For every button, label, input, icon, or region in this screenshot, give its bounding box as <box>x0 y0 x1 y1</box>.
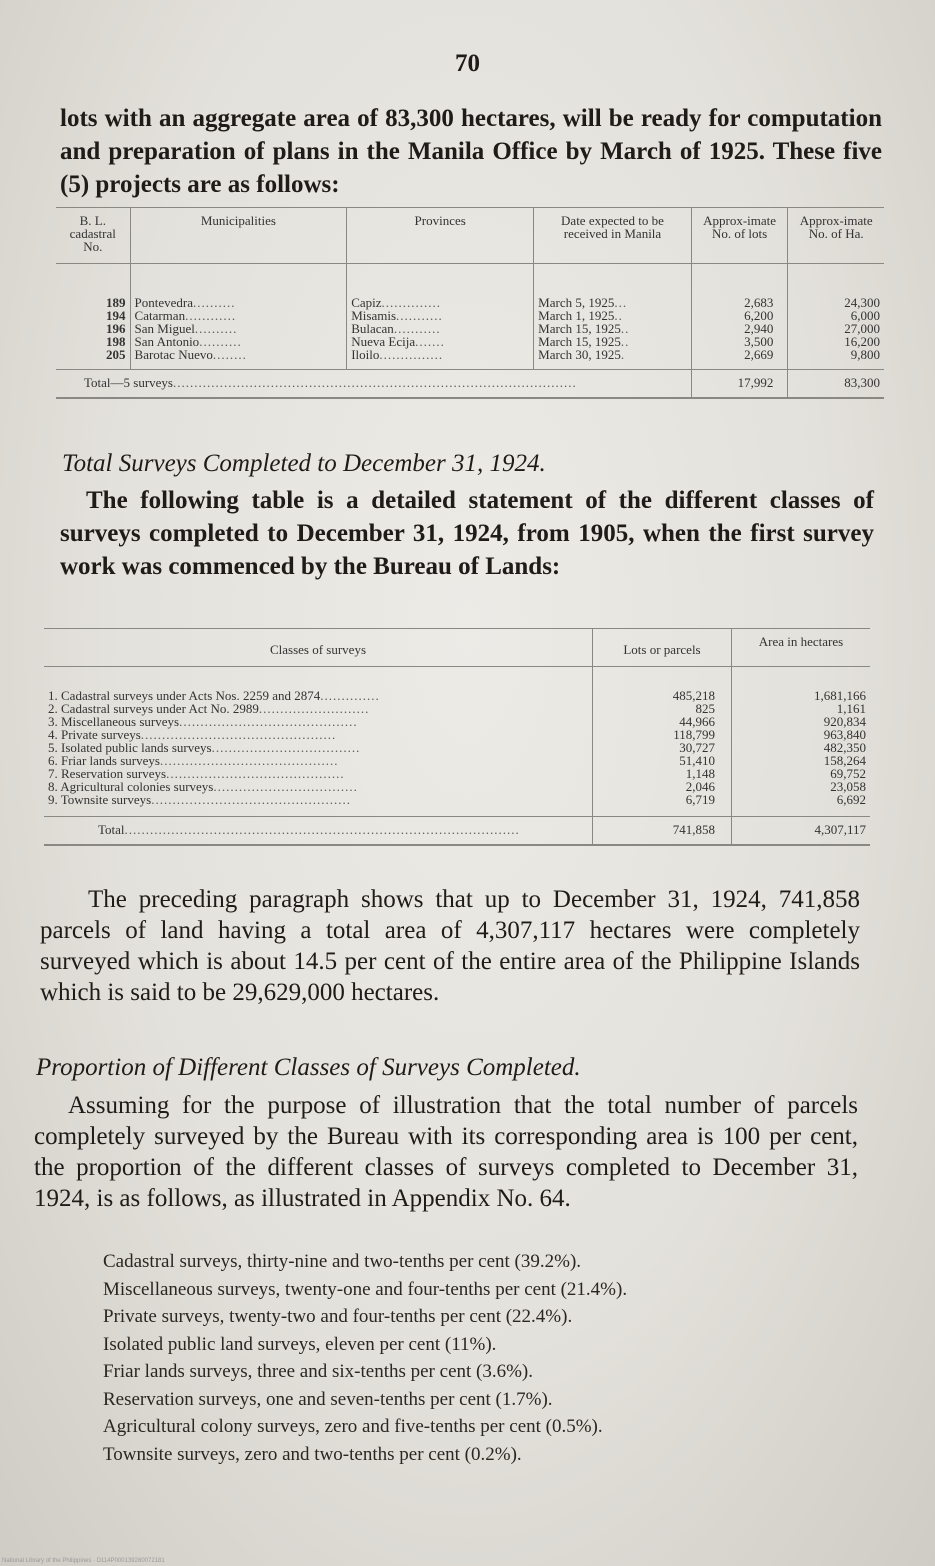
col-header-municipalities: Municipalities <box>130 208 347 264</box>
municipality: San Miguel <box>134 321 195 336</box>
municipality: San Antonio <box>134 334 200 349</box>
lots-value: 2,683 <box>744 295 774 310</box>
list-item: Friar lands surveys, three and six-tenths per cent (3.6%). <box>103 1361 534 1382</box>
lots-value: 6,719 <box>685 792 715 807</box>
list-item: Reservation surveys, one and seven-tenths per cent (1.7%). <box>103 1388 553 1410</box>
bl-no: 196 <box>106 321 126 336</box>
lots-value: 2,940 <box>744 321 774 336</box>
lots-value: 825 <box>695 701 715 716</box>
col-header-lots-parcels: Lots or parcels <box>593 629 732 667</box>
classes-table <box>44 628 870 846</box>
area-value: 69,752 <box>830 766 866 781</box>
bl-no: 189 <box>106 295 126 310</box>
lots-value: 30,727 <box>679 740 715 755</box>
projects-table <box>56 207 884 399</box>
list-item: Miscellaneous surveys, twenty-one and four-tenths per cent (21.4%). <box>103 1278 628 1300</box>
section-heading-proportion: Proportion of Different Classes of Surveys Completed. <box>36 1054 581 1081</box>
list-item: Agricultural colony surveys, zero and five-tenths per cent (0.5%). <box>103 1416 603 1437</box>
bl-no: 205 <box>106 347 126 362</box>
area-value: 482,350 <box>823 740 866 755</box>
area-value: 6,692 <box>836 792 866 807</box>
total-area: 4,307,117 <box>732 817 871 846</box>
class-label: 8. Agricultural colonies surveys <box>48 779 214 794</box>
ha-value: 16,200 <box>844 334 880 349</box>
province: Iloilo <box>351 347 380 362</box>
province: Bulacan <box>351 321 394 336</box>
intro-paragraph: lots with an aggregate area of 83,300 hectares, will be ready for computation and preparation of plans in the Manila Office by March of 1925. These five (5) projects are as follows: <box>60 105 882 198</box>
col-header-lots: Approx-imate No. of lots <box>691 208 788 264</box>
lots-value: 2,046 <box>685 779 715 794</box>
class-label: 1. Cadastral surveys under Acts Nos. 2259 and 2874 <box>48 688 321 703</box>
table-total-row: Total............................................................................................. 741,858 4,307,117 <box>44 817 870 846</box>
bl-no: 198 <box>106 334 126 349</box>
area-value: 158,264 <box>823 753 866 768</box>
table-row: 189 194 196 198 205 Pontevedra.......... Catarman............ San Miguel.......... San Antonio.......... Barotac Nuevo........ Capiz.............. Misamis........... Bulacan........... Nueva Ecija....... Iloilo............... March 5, 1925... March 1, 1925.. March 15, 1925.. March 15, 1925.. March 30, 1925. 2,683 6,200 2,940 3,500 2,669 24,300 6,000 27,000 16,200 9,800 <box>56 264 884 370</box>
lots-value: 44,966 <box>679 714 715 729</box>
ha-value: 27,000 <box>844 321 880 336</box>
lots-value: 51,410 <box>679 753 715 768</box>
total-label: Total <box>98 822 125 837</box>
class-label: 5. Isolated public lands surveys <box>48 740 212 755</box>
class-label: 6. Friar lands surveys <box>48 753 160 768</box>
class-label: 4. Private surveys <box>48 727 141 742</box>
municipality: Pontevedra <box>134 295 194 310</box>
area-value: 1,681,166 <box>814 688 866 703</box>
ha-value: 9,800 <box>850 347 880 362</box>
total-lots: 17,992 <box>691 370 788 399</box>
area-value: 1,161 <box>836 701 866 716</box>
date-expected: March 15, 1925 <box>538 321 621 336</box>
class-label: 7. Reservation surveys <box>48 766 167 781</box>
area-value: 23,058 <box>830 779 866 794</box>
list-item: Townsite surveys, zero and two-tenths per cent (0.2%). <box>103 1443 522 1465</box>
table-total-row: Total—5 surveys............................................................................................... 17,992 83,300 <box>56 370 884 399</box>
lots-value: 485,218 <box>672 688 715 703</box>
col-header-ha: Approx-imate No. of Ha. <box>788 208 884 264</box>
paragraph-2: The following table is a detailed statement of the different classes of surveys completed to December 31, 1924, from 1905, when the first survey work was commenced by the Bureau of Lands: <box>60 487 874 580</box>
col-header-classes: Classes of surveys <box>44 629 593 667</box>
col-header-bl-no: B. L. cadastral No. <box>56 208 130 264</box>
lots-value: 2,669 <box>744 347 774 362</box>
area-value: 963,840 <box>823 727 866 742</box>
ha-value: 24,300 <box>844 295 880 310</box>
col-header-provinces: Provinces <box>347 208 534 264</box>
list-item: Isolated public land surveys, eleven per cent (11%). <box>103 1333 497 1355</box>
municipality: Catarman <box>134 308 186 323</box>
lots-value: 118,799 <box>673 727 715 742</box>
col-header-area: Area in hectares <box>732 629 871 667</box>
date-expected: March 30, 1925 <box>538 347 621 362</box>
proportions-list <box>103 1248 627 1468</box>
total-ha: 83,300 <box>788 370 884 399</box>
col-header-date: Date expected to be received in Manila <box>534 208 692 264</box>
section-heading-total-surveys: Total Surveys Completed to December 31, 1924. <box>62 450 546 477</box>
bl-no: 194 <box>106 308 126 323</box>
lots-value: 6,200 <box>744 308 774 323</box>
list-item: Cadastral surveys, thirty-nine and two-tenths per cent (39.2%). <box>103 1251 582 1272</box>
date-expected: March 5, 1925 <box>538 295 615 310</box>
date-expected: March 1, 1925 <box>538 308 615 323</box>
total-label: Total—5 surveys <box>84 375 173 390</box>
province: Misamis <box>351 308 397 323</box>
date-expected: March 15, 1925 <box>538 334 621 349</box>
municipality: Barotac Nuevo <box>134 347 213 362</box>
ha-value: 6,000 <box>850 308 880 323</box>
area-value: 920,834 <box>823 714 866 729</box>
lots-value: 1,148 <box>685 766 715 781</box>
class-label: 9. Townsite surveys <box>48 792 152 807</box>
class-label: 2. Cadastral surveys under Act No. 2989 <box>48 701 259 716</box>
table-row: 1. Cadastral surveys under Acts Nos. 2259 and 2874.............. 2. Cadastral surveys under Act No. 2989.......................... 3. Miscellaneous surveys.......................................... 4. Private surveys.............................................. 5. Isolated public lands surveys................................... 6. Friar lands surveys.......................................... 7. Reservation surveys.......................................... 8. Agricultural colonies surveys.................................. 9. Townsite surveys............................................... 485,218 825 44,966 118,799 30,727 51,410 1,148 2,046 6,719 1,681,166 1,161 920,834 963,840 482,350 158,264 69,752 23,058 6,692 <box>44 667 870 817</box>
class-label: 3. Miscellaneous surveys <box>48 714 180 729</box>
province: Nueva Ecija <box>351 334 416 349</box>
list-item: Private surveys, twenty-two and four-tenths per cent (22.4%). <box>103 1306 573 1327</box>
total-lots: 741,858 <box>593 817 732 846</box>
footer-credit: National Library of the Philippines · D114P000139280072181 <box>2 1558 165 1564</box>
paragraph-3: The preceding paragraph shows that up to December 31, 1924, 741,858 parcels of land having a total area of 4,307,117 hectares were completely surveyed which is about 14.5 per cent of the entire area of the Philippine Islands which is said to be 29,629,000 hectares. <box>40 886 860 1006</box>
paragraph-4: Assuming for the purpose of illustration that the total number of parcels completely surveyed by the Bureau with its corresponding area is 100 per cent, the proportion of the different classes of surveys completed to December 31, 1924, is as follows, as illustrated in Appendix No. 64. <box>34 1092 858 1212</box>
province: Capiz <box>351 295 382 310</box>
page-number: 70 <box>455 50 480 77</box>
lots-value: 3,500 <box>744 334 774 349</box>
